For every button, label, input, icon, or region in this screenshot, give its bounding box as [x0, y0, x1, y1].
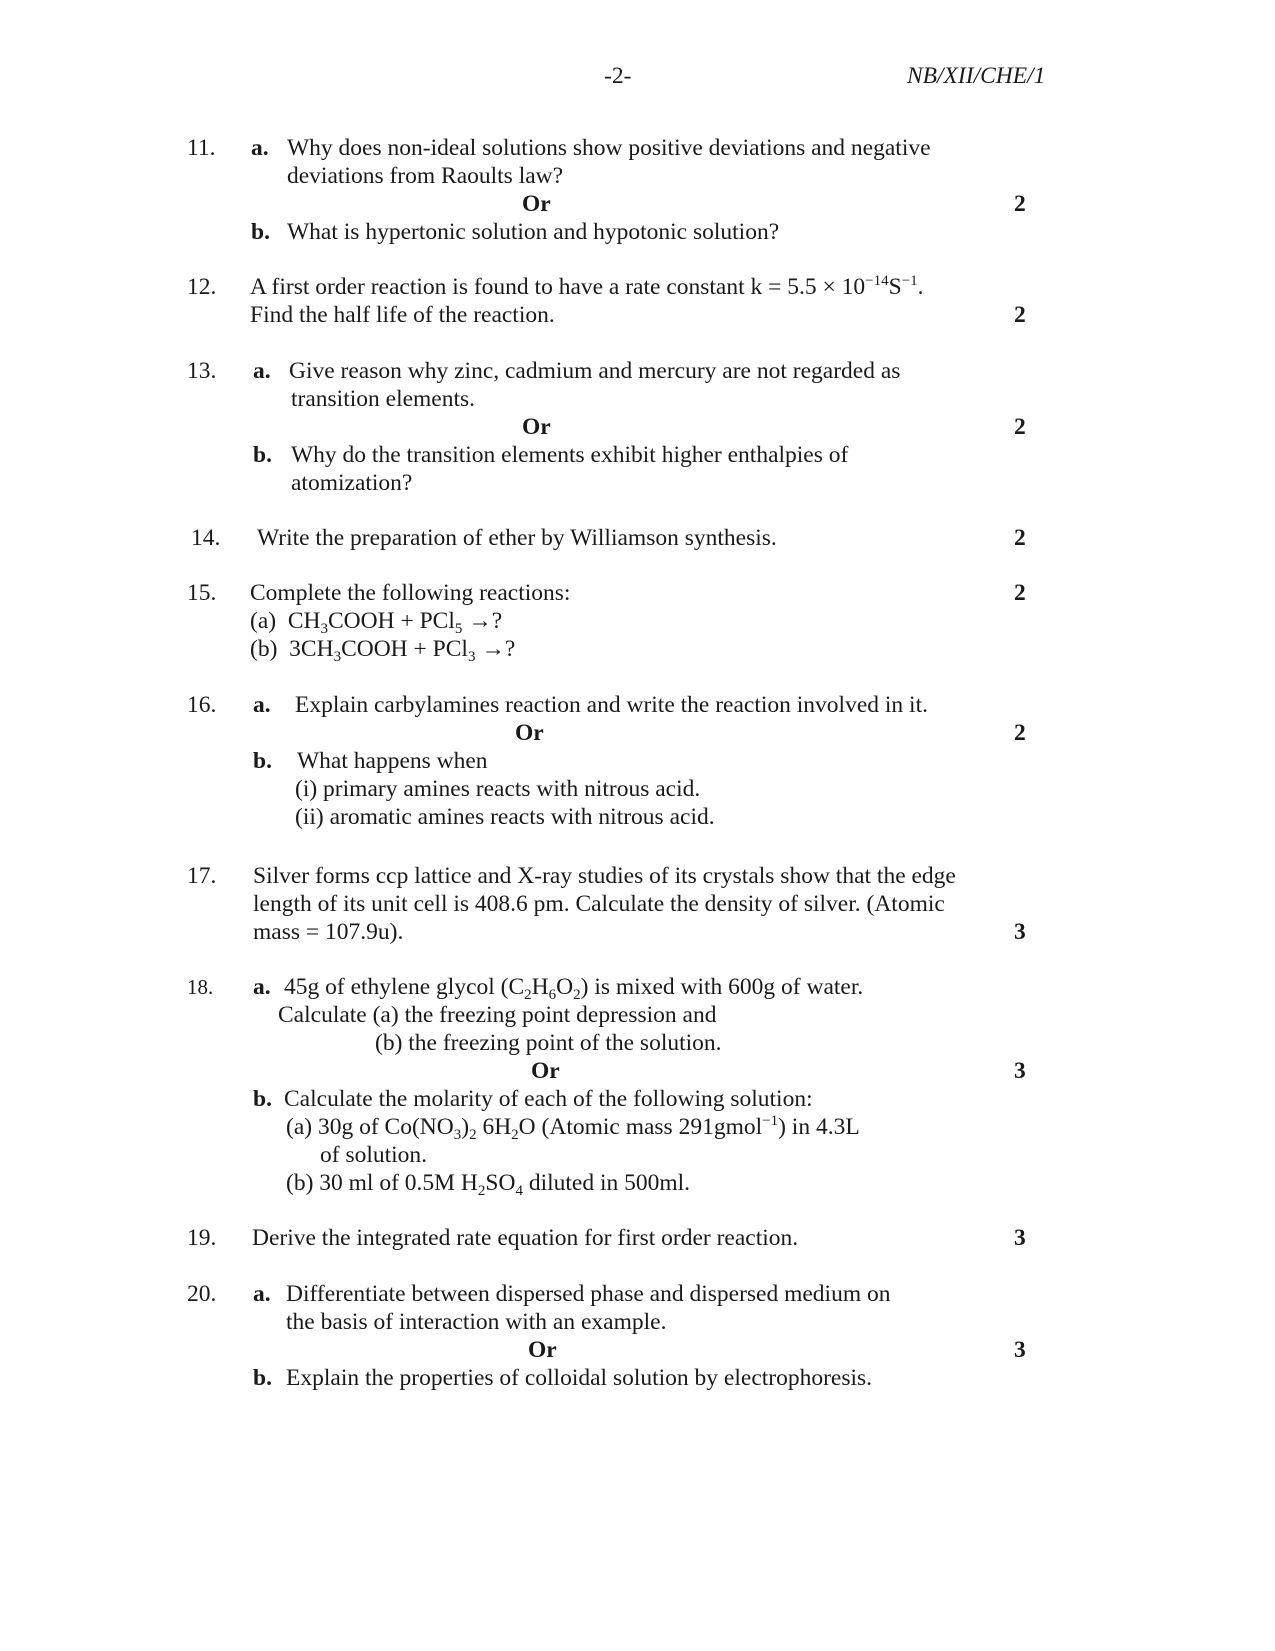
option-label-b: b.: [253, 748, 272, 774]
option-label-a: a.: [253, 358, 271, 384]
or-separator: Or: [528, 1337, 557, 1363]
question-text: Calculate the molarity of each of the following solution:: [284, 1086, 813, 1112]
question-text: (b) the freezing point of the solution.: [375, 1030, 722, 1056]
question-text: Silver forms ccp lattice and X-ray studies of its crystals show that the edge: [253, 863, 956, 889]
question-text: What is hypertonic solution and hypotonic solution?: [287, 219, 780, 245]
question-text: Explain carbylamines reaction and write the reaction involved in it.: [295, 692, 928, 718]
marks: 2: [1014, 580, 1026, 606]
question-number: 19.: [187, 1225, 217, 1251]
sub-item: (i) primary amines reacts with nitrous acid.: [295, 776, 701, 802]
marks: 2: [1014, 302, 1026, 328]
or-separator: Or: [522, 191, 551, 217]
marks: 2: [1014, 525, 1026, 551]
question-text: the basis of interaction with an example.: [286, 1309, 667, 1335]
page-number: -2-: [604, 63, 632, 89]
option-label-b: b.: [253, 1365, 272, 1391]
question-number: 20.: [187, 1281, 217, 1307]
option-label-b: b.: [253, 442, 272, 468]
question-number: 11.: [187, 135, 216, 161]
question-text: Explain the properties of colloidal solution by electrophoresis.: [286, 1365, 873, 1391]
question-text: Find the half life of the reaction.: [250, 302, 555, 328]
option-label-b: b.: [251, 219, 270, 245]
sub-item: (a) 30g of $Co(NO_3)_2$ $6H_2O$ (Atomic mass 291gmol$^{-1}$) in 4.3L: [286, 1113, 860, 1143]
question-number: 17.: [187, 863, 217, 889]
sub-item: (ii) aromatic amines reacts with nitrous acid.: [295, 804, 715, 830]
question-text: Why do the transition elements exhibit higher enthalpies of: [291, 442, 849, 468]
option-label-a: a.: [253, 974, 271, 1000]
or-separator: Or: [531, 1058, 560, 1084]
question-text: A first order reaction is found to have a rate constant $k = 5.5 \times 10^{-14}S^{-1}$.: [250, 273, 924, 300]
or-separator: Or: [515, 720, 544, 746]
or-separator: Or: [522, 414, 551, 440]
question-text: Why does non-ideal solutions show positive deviations and negative: [287, 135, 931, 161]
question-text: What happens when: [297, 748, 488, 774]
question-text: mass = 107.9u).: [253, 919, 404, 945]
question-text: Calculate (a) the freezing point depression and: [278, 1002, 717, 1028]
question-number: 15.: [187, 580, 217, 606]
reaction-b: (b) $3CH_3COOH + PCl_3$ →?: [250, 636, 516, 665]
marks: 2: [1014, 720, 1026, 746]
question-number: 12.: [187, 274, 217, 300]
question-number: 13.: [187, 358, 217, 384]
question-text: transition elements.: [291, 386, 476, 412]
question-text: Write the preparation of ether by Williamson synthesis.: [257, 525, 777, 551]
marks: 3: [1014, 1058, 1026, 1084]
sub-item: (b) 30 ml of 0.5M $H_2SO_4$ diluted in 500ml.: [286, 1170, 691, 1199]
question-text: deviations from Raoults law?: [287, 163, 564, 189]
marks: 2: [1014, 414, 1026, 440]
question-text: atomization?: [291, 470, 413, 496]
option-label-a: a.: [253, 1281, 271, 1307]
option-label-a: a.: [251, 135, 269, 161]
option-label-b: b.: [253, 1086, 272, 1112]
option-label-a: a.: [253, 692, 271, 718]
question-text: Complete the following reactions:: [250, 580, 571, 606]
question-number: 18.: [187, 975, 214, 999]
marks: 2: [1014, 191, 1026, 217]
reaction-a: (a) $CH_3COOH + PCl_5$ →?: [250, 608, 503, 637]
question-text: Give reason why zinc, cadmium and mercury are not regarded as: [289, 358, 901, 384]
marks: 3: [1014, 919, 1026, 945]
marks: 3: [1014, 1225, 1026, 1251]
question-text: Differentiate between dispersed phase and dispersed medium on: [286, 1281, 891, 1307]
paper-code: NB/XII/CHE/1: [907, 63, 1046, 89]
question-text: length of its unit cell is 408.6 pm. Calculate the density of silver. (Atomic: [253, 891, 945, 917]
question-number: 16.: [187, 692, 217, 718]
marks: 3: [1014, 1337, 1026, 1363]
question-text: 45g of ethylene glycol $(C_2H_6O_2)$ is mixed with 600g of water.: [284, 974, 864, 1003]
question-text: Derive the integrated rate equation for first order reaction.: [252, 1225, 799, 1251]
question-number: 14.: [191, 525, 221, 551]
sub-item: of solution.: [320, 1142, 428, 1168]
